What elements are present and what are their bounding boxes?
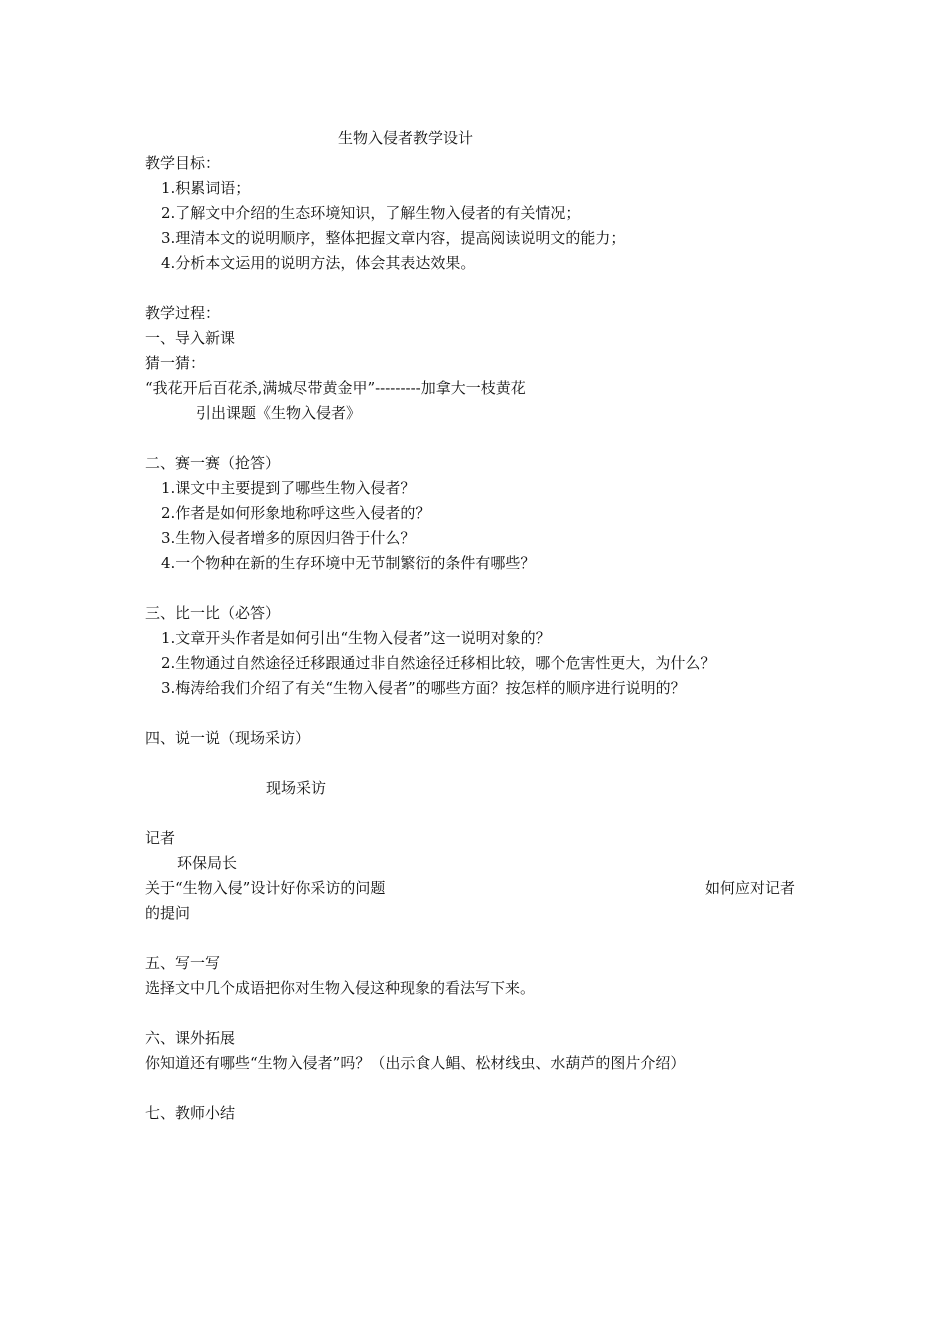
objective-item: 2.了解文中介绍的生态环境知识，了解生物入侵者的有关情况；: [161, 204, 581, 222]
section-heading: 三、比一比（必答）: [145, 604, 281, 622]
objective-item: 4.分析本文运用的说明方法，体会其表达效果。: [161, 254, 476, 272]
role-director: 环保局长: [177, 854, 238, 872]
section-heading: 四、说一说（现场采访）: [145, 729, 311, 747]
interview-title: 现场采访: [266, 779, 327, 797]
guess-label: 猜一猜：: [145, 354, 206, 372]
director-task: 如何应对记者: [705, 879, 796, 897]
question-item: 1.文章开头作者是如何引出“生物入侵者”这一说明对象的？: [161, 629, 551, 647]
reporter-task: 关于“生物入侵”设计好你采访的问题: [145, 879, 386, 897]
section-heading: 二、赛一赛（抢答）: [145, 454, 281, 472]
question-item: 3.生物入侵者增多的原因归咎于什么？: [161, 529, 416, 547]
objective-item: 3.理清本文的说明顺序，整体把握文章内容，提高阅读说明文的能力；: [161, 229, 626, 247]
objectives-heading: 教学目标：: [145, 154, 221, 172]
section-text: 你知道还有哪些“生物入侵者”吗？（出示食人鲳、松材线虫、水葫芦的图片介绍）: [145, 1054, 686, 1072]
director-task-cont: 的提问: [145, 904, 191, 922]
section-heading: 五、写一写: [145, 954, 221, 972]
section-heading: 七、教师小结: [145, 1104, 236, 1122]
question-item: 3.梅涛给我们介绍了有关“生物入侵者”的哪些方面？按怎样的顺序进行说明的？: [161, 679, 686, 697]
section-text: 选择文中几个成语把你对生物入侵这种现象的看法写下来。: [145, 979, 536, 997]
role-reporter: 记者: [145, 829, 176, 847]
objective-item: 1.积累词语；: [161, 179, 251, 197]
question-item: 2.作者是如何形象地称呼这些入侵者的？: [161, 504, 431, 522]
lead-line: 引出课题《生物入侵者》: [196, 404, 362, 422]
poem-line: “我花开后百花杀,满城尽带黄金甲”---------加拿大一枝黄花: [145, 379, 526, 397]
question-item: 4.一个物种在新的生存环境中无节制繁衍的条件有哪些？: [161, 554, 536, 572]
process-heading: 教学过程：: [145, 304, 221, 322]
section-heading: 六、课外拓展: [145, 1029, 236, 1047]
question-item: 1.课文中主要提到了哪些生物入侵者？: [161, 479, 416, 497]
question-item: 2.生物通过自然途径迁移跟通过非自然途径迁移相比较，哪个危害性更大，为什么？: [161, 654, 716, 672]
document-title: 生物入侵者教学设计: [338, 129, 474, 147]
section-heading: 一、导入新课: [145, 329, 236, 347]
